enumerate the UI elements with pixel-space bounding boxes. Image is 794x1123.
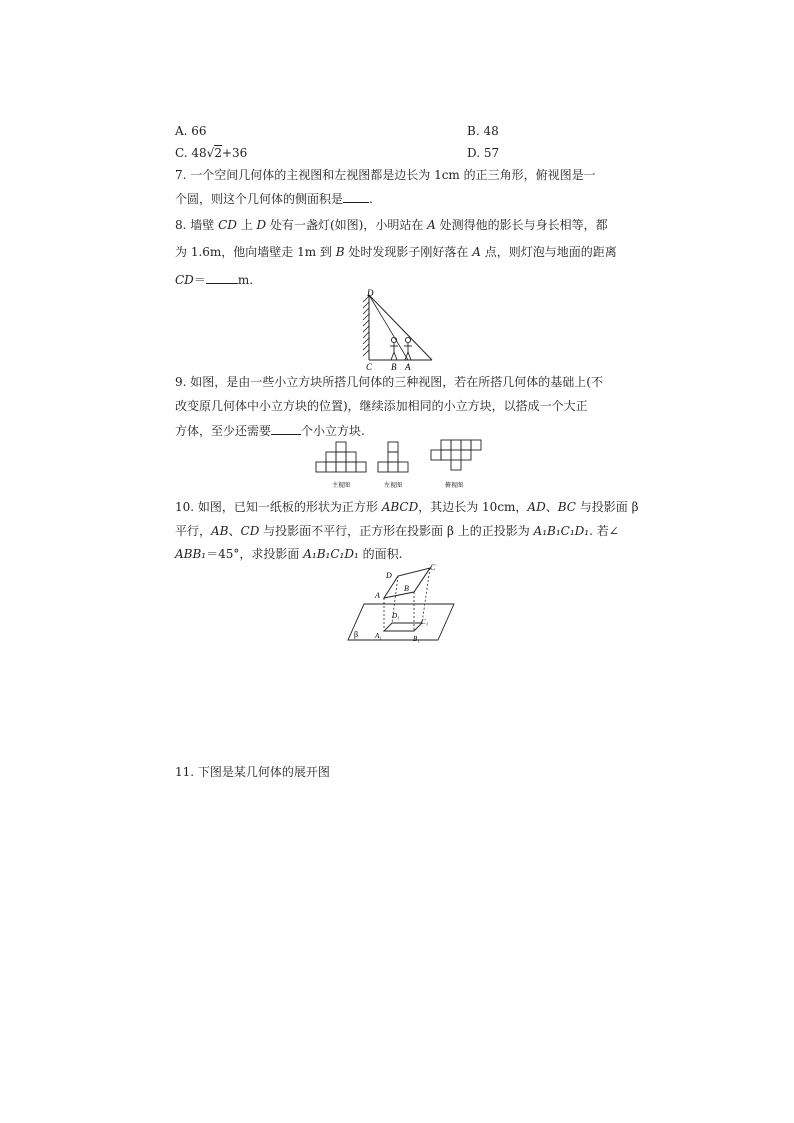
q11-line1: 11. 下图是某几何体的展开图 — [175, 765, 330, 779]
q10-var: AB — [211, 524, 229, 538]
person-b-icon — [390, 337, 398, 360]
q10-var: BC — [557, 500, 576, 514]
light-ray-to-a2 — [369, 295, 408, 360]
label-d: D — [386, 571, 392, 580]
q8-text: 为 1.6m，他向墙壁走 1m 到 — [175, 245, 336, 259]
front-view — [316, 442, 366, 472]
label-a: A — [405, 362, 411, 372]
sqrt-sign: √ — [206, 146, 215, 160]
q10-var: A₁B₁C₁D₁ — [303, 547, 359, 561]
q10-line2 — [175, 524, 619, 538]
q9-answer-blank[interactable] — [271, 423, 301, 435]
q10-var: AD — [527, 500, 546, 514]
q8-text: 处有一盏灯(如图)，小明站在 — [266, 218, 428, 232]
q8-text: ＝ — [193, 273, 206, 287]
label-beta: β — [354, 630, 359, 639]
wall-hatching — [363, 296, 369, 356]
label-c: C — [430, 563, 436, 572]
q9-line2: 改变原几何体中小立方块的位置)，继续添加相同的小立方块，以搭成一个大正 — [175, 399, 588, 413]
option-c — [175, 146, 247, 160]
label-b: B — [391, 362, 397, 372]
q7-answer-blank[interactable] — [343, 191, 369, 203]
left-view — [378, 442, 408, 472]
label-c1: C₁ — [421, 618, 429, 626]
label-front-view: 主视图 — [332, 483, 351, 489]
top-view — [431, 440, 481, 470]
q8-text: 处时发现影子刚好落在 — [344, 245, 473, 259]
q10-var: ABB₁ — [175, 547, 207, 561]
q8-answer-blank[interactable] — [206, 272, 238, 284]
label-d1: D₁ — [392, 612, 400, 620]
person-a-icon — [404, 337, 412, 360]
option-d: D. 57 — [467, 146, 500, 160]
q8-text: 点，则灯泡与地面的距离 — [480, 245, 617, 259]
q7-line2-text: 个圆，则这个几何体的侧面积是 — [175, 192, 344, 206]
label-c: C — [366, 362, 373, 372]
q10-var: A₁B₁C₁D₁ — [533, 524, 590, 538]
q10-text: 平行， — [175, 524, 212, 538]
q8-line2 — [175, 245, 617, 259]
q8-text: 8. 墙壁 — [175, 218, 219, 232]
q8-var: A — [427, 218, 436, 232]
label-b: B — [404, 584, 409, 593]
label-b1: B₁ — [413, 635, 420, 643]
q10-text: 、 — [228, 524, 241, 538]
q8-var: CD — [175, 273, 194, 287]
q8-text: 处测得他的影长与身长相等，都 — [435, 218, 608, 232]
projection-plane-beta — [348, 604, 454, 640]
q8-lamp-figure — [360, 288, 440, 372]
q10-text: . 若∠ — [589, 524, 619, 538]
q10-text: 与投影面不平行，正方形在投影面 β 上的正投影为 — [259, 524, 534, 538]
q10-line1 — [175, 500, 639, 514]
q9-text: 方体，至少还需要 — [175, 424, 272, 438]
q10-text: 、 — [545, 500, 558, 514]
q7-line2-end: . — [369, 192, 373, 206]
q10-text: 与投影面 β — [575, 500, 639, 514]
q8-text: 上 — [236, 218, 257, 232]
option-b: B. 48 — [467, 124, 499, 138]
q8-text: m. — [237, 273, 254, 287]
option-c-prefix: C. 48 — [175, 146, 207, 160]
light-ray-to-a — [369, 295, 432, 360]
label-left-view: 左视图 — [384, 483, 403, 489]
q10-var: ABCD — [381, 500, 419, 514]
option-c-suffix: +36 — [221, 146, 248, 160]
q9-text: 个小立方块. — [301, 424, 365, 438]
q10-line3 — [175, 547, 402, 561]
q7-line1: 7. 一个空间几何体的主视图和左视图都是边长为 1cm 的正三角形，俯视图是一 — [175, 168, 596, 182]
label-a1: A₁ — [375, 632, 382, 640]
q10-projection-figure — [342, 562, 458, 644]
q9-line1: 9. 如图，是由一些小立方块所搭几何体的三种视图，若在所搭几何体的基础上(不 — [175, 375, 603, 389]
label-a: A — [375, 591, 380, 600]
projection-a1b1c1d1 — [384, 623, 422, 631]
q7-line2 — [175, 191, 373, 206]
option-a: A. 66 — [175, 124, 207, 138]
q10-text: 的面积. — [358, 547, 403, 561]
option-c-radicand: 2 — [214, 146, 222, 160]
label-top-view: 俯视图 — [445, 483, 464, 489]
q10-text: ，其边长为 10cm， — [418, 500, 528, 514]
q9-line3 — [175, 423, 365, 438]
q8-var: CD — [218, 218, 237, 232]
q10-text: ＝45°，求投影面 — [206, 547, 304, 561]
q8-var: A — [472, 245, 481, 259]
q8-var: D — [256, 218, 267, 232]
q9-three-views-figure — [314, 438, 484, 494]
label-d: D — [367, 288, 374, 298]
q8-var: B — [335, 245, 345, 259]
q10-var: CD — [240, 524, 260, 538]
q8-line1 — [175, 218, 608, 232]
q8-line3 — [175, 272, 253, 287]
q10-text: 10. 如图，已知一纸板的形状为正方形 — [175, 500, 382, 514]
